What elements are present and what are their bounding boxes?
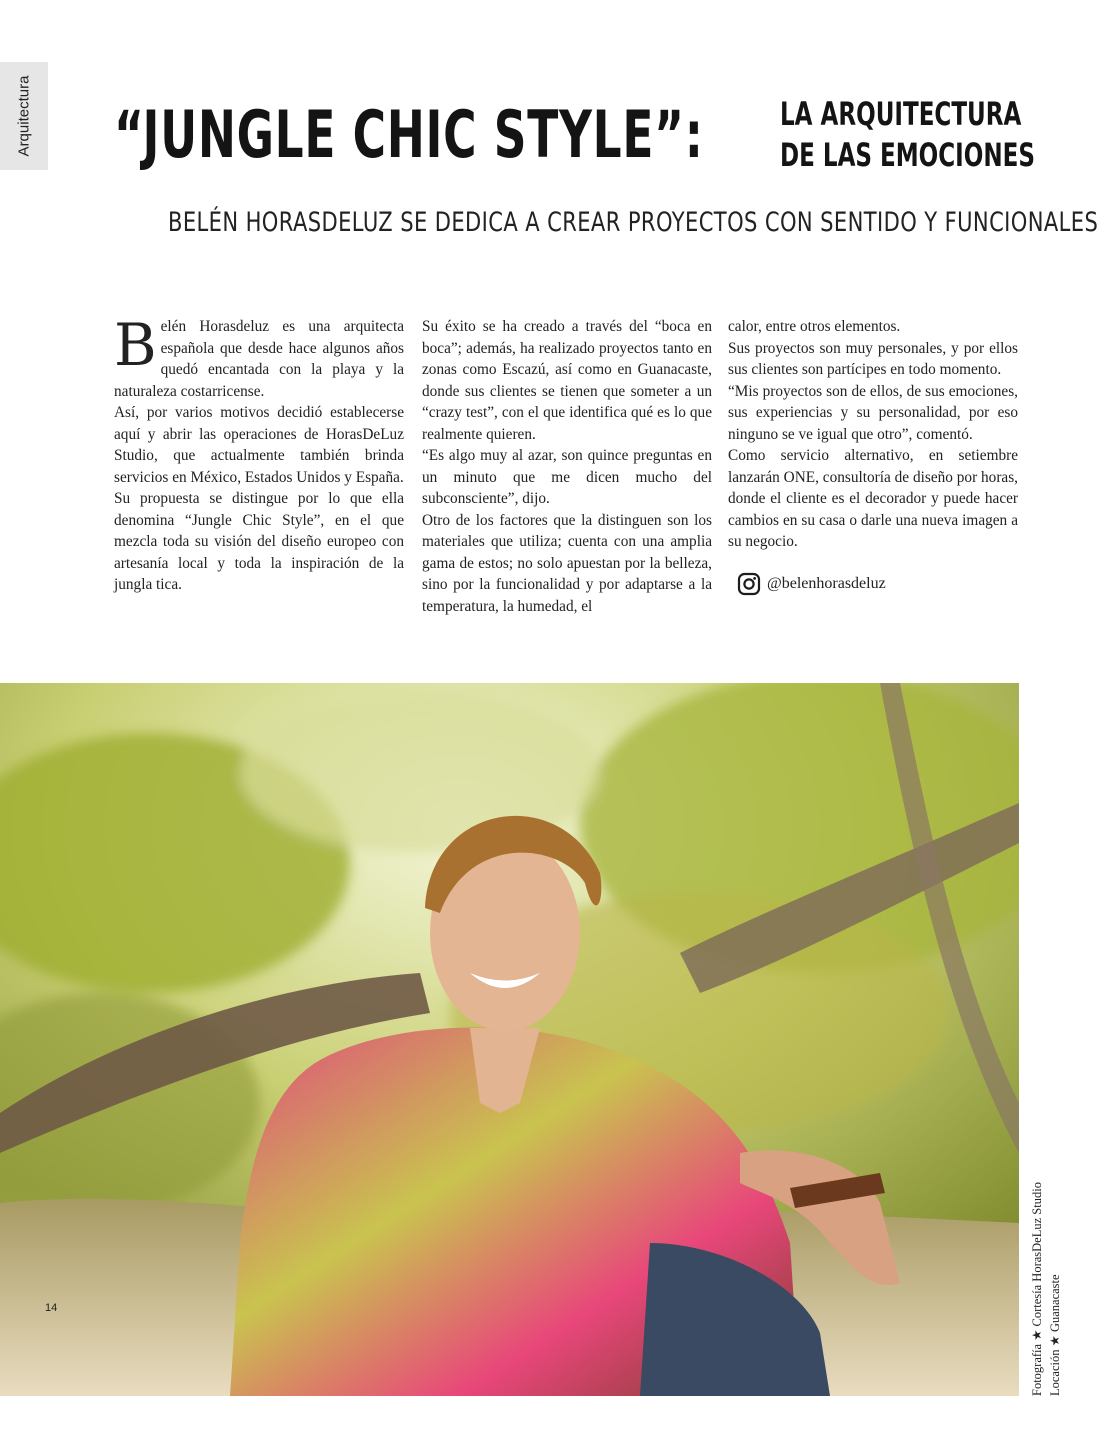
- subtitle: BELÉN HORASDELUZ SE DEDICA A CREAR PROYECTOS CON SENTIDO Y FUNCIONALES: [168, 207, 1099, 238]
- article-column-2: [422, 316, 712, 617]
- credit-line-1: Fotografía ★ Cortesía HorasDeLuz Studio: [1030, 1182, 1044, 1396]
- section-label: Arquitectura: [15, 75, 33, 157]
- drop-cap: B: [114, 311, 157, 379]
- article-paragraph: calor, entre otros elementos.: [728, 318, 901, 335]
- instagram-icon: [737, 572, 761, 596]
- headline-sub-line1: LA ARQUITECTURA: [780, 95, 1022, 133]
- instagram-handle: @belenhorasdeluz: [767, 575, 886, 592]
- article-paragraph: Otro de los factores que la distinguen son los materiales que utiliza; cuenta con una amplia gama de estos; no solo apuestan por la belleza, sino por la funcionalidad y por adaptarse a la temperatura, la humedad, el: [422, 511, 712, 615]
- article-column-3: [728, 316, 1018, 553]
- article-paragraph: Como servicio alternativo, en setiembre lanzarán ONE, consultoría de diseño por horas, donde el cliente es el decorador y puede hacer cambios en su casa o darle una nueva imagen a su negocio.: [728, 447, 1018, 550]
- article-paragraph: “Mis proyectos son de ellos, de sus emociones, sus experiencias y su personalidad, por eso ninguno se ve igual que otro”, comentó.: [728, 382, 1018, 443]
- headline-sub-line2: DE LAS EMOCIONES: [780, 136, 1035, 174]
- credit-line-2: Locación ★ Guanacaste: [1048, 1274, 1062, 1396]
- article-paragraph: “Es algo muy al azar, son quince preguntas en un minuto que me dicen mucho del subconsciente”, dijo.: [422, 447, 712, 507]
- article-paragraph: Así, por varios motivos decidió establecerse aquí y abrir las operaciones de HorasDeLuz Studio, que actualmente también brinda servicios en México, Estados Unidos y España.: [114, 404, 404, 486]
- instagram-link[interactable]: [737, 570, 886, 598]
- portrait-photo: [0, 683, 1019, 1396]
- article-paragraph: Sus proyectos son muy personales, y por ellos sus clientes son partícipes en todo momento.: [728, 339, 1018, 378]
- article-paragraph: Su propuesta se distingue por lo que ella denomina “Jungle Chic Style”, en el que mezcla toda su visión del diseño europeo con artesanía local y toda la inspiración de la jungla tica.: [114, 490, 404, 593]
- photo-credits: [1027, 1160, 1073, 1396]
- article-paragraph: Belén Horasdeluz es una arquitecta española que desde hace algunos años quedó encantada con la playa y la naturaleza costarricense.: [114, 311, 404, 400]
- section-tab: [0, 62, 48, 170]
- headline: [114, 86, 1054, 186]
- article-paragraph: Su éxito se ha creado a través del “boca en boca”; además, ha realizado proyectos tanto en zonas como Escazú, así como en Guanacaste, donde sus clientes se tienen que someter a un “crazy test”, con el que identifica qué es lo que realmente quieren.: [422, 318, 712, 443]
- headline-main: “JUNGLE CHIC STYLE”:: [114, 98, 704, 173]
- article-column-1: [114, 311, 404, 596]
- page-number: 14: [45, 1302, 58, 1314]
